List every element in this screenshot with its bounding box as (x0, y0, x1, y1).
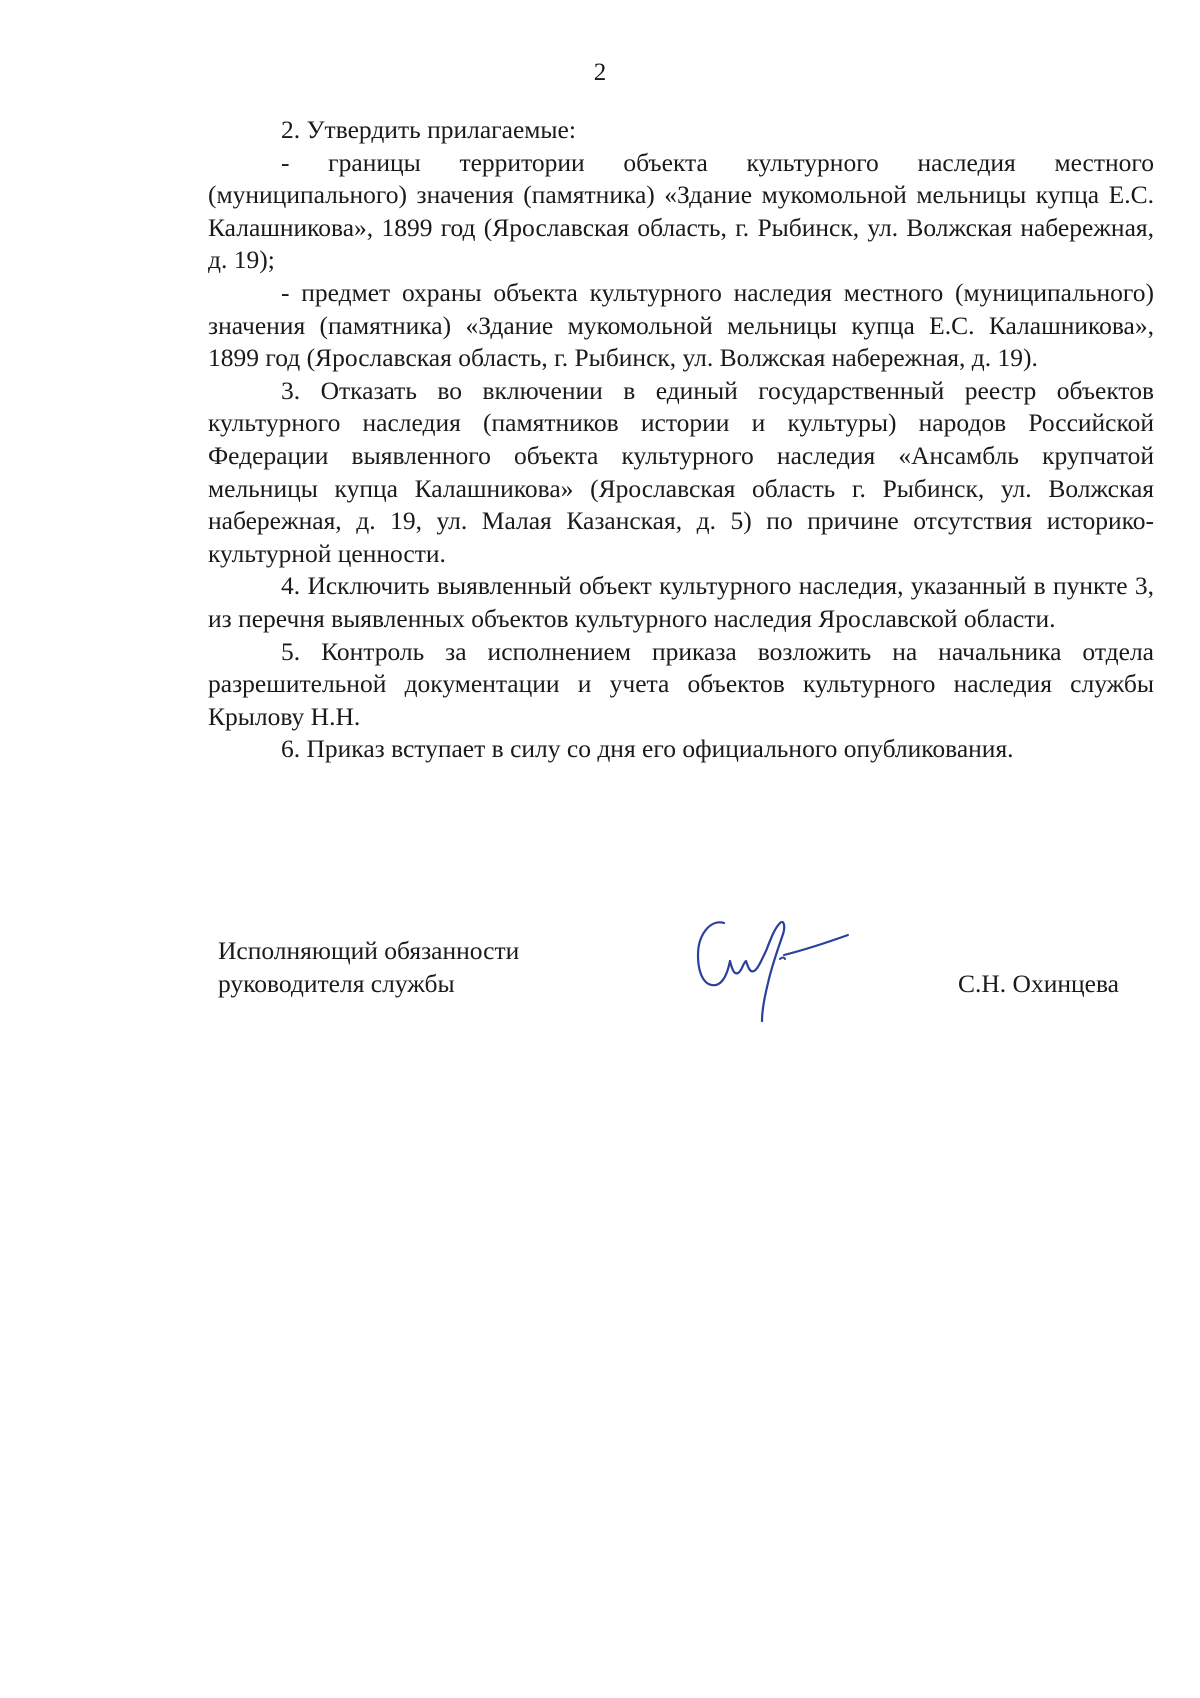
paragraph-exclude-object: 4. Исключить выявленный объект культурного наследия, указанный в пункте 3, из перечня выявленных объектов культурного наследия Ярославской области. (208, 571, 1154, 633)
handwritten-signature (690, 905, 860, 1023)
paragraph-control: 5. Контроль за исполнением приказа возложить на начальника отдела разрешительной документации и учета объектов культурного наследия службы Крылову Н.Н. (208, 636, 1154, 731)
signatory-position-line2: руководителя службы (218, 969, 455, 998)
signatory-position-line1: Исполняющий обязанности (218, 936, 520, 965)
paragraph-refuse-inclusion: 3. Отказать во включении в единый государственный реестр объектов культурного наследия (памятников истории и культуры) народов Российской Федерации выявленного объекта культурного наследия «Ансамбль крупчатой мельницы купца Калашникова» (Ярославская область г. Рыбинск, ул. Волжская набережная, д. 19, ул. Малая Казанская, д. 5) по причине отсутствия историко-культурной ценности. (208, 375, 1154, 568)
paragraph-effective-date: 6. Приказ вступает в силу со дня его официального опубликования. (281, 734, 1014, 764)
paragraph-approve-heading: 2. Утвердить прилагаемые: (281, 115, 576, 144)
signatory-position (218, 934, 519, 1000)
document-body (208, 114, 1154, 766)
paragraph-territory-borders: - границы территории объекта культурного наследия местного (муниципального) значения (памятника) «Здание мукомольной мельницы купца Е.С. Калашникова», 1899 год (Ярославская область, г. Рыбинск, ул. Волжская набережная, д. 19); (208, 147, 1154, 275)
paragraph-protection-subject: - предмет охраны объекта культурного наследия местного (муниципального) значения (памятника) «Здание мукомольной мельницы купца Е.С. Калашникова», 1899 год (Ярославская область, г. Рыбинск, ул. Волжская набережная, д. 19). (208, 277, 1154, 373)
signatory-name: С.Н. Охинцева (958, 969, 1119, 998)
page-number: 2 (593, 59, 607, 86)
